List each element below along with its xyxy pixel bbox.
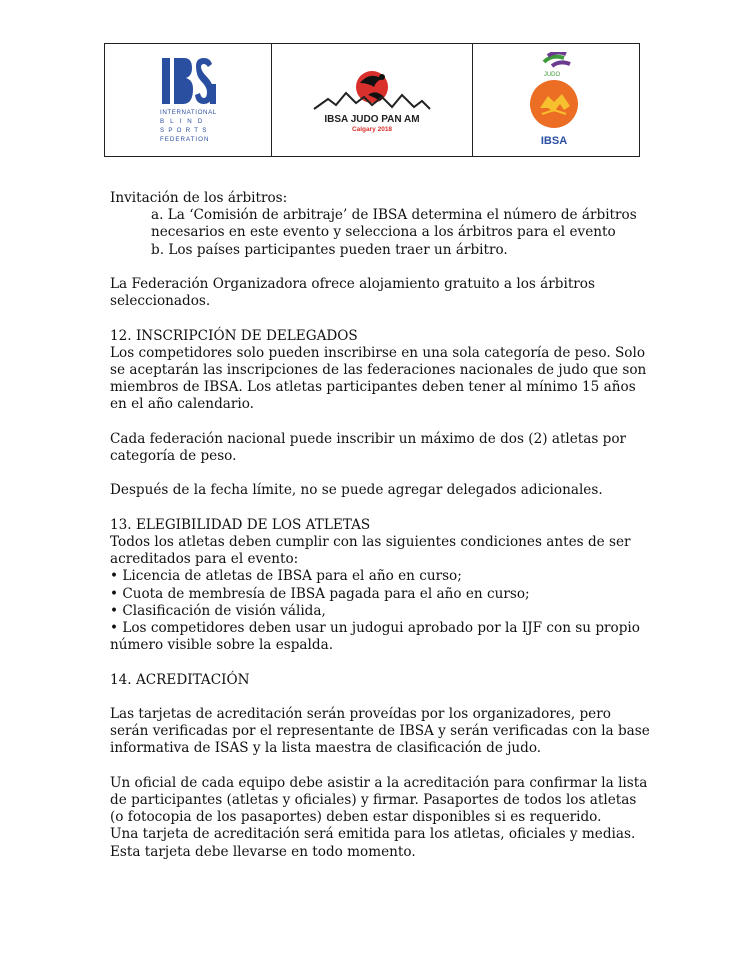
referee-item-a: a. La ‘Comisión de arbitraje’ de IBSA determina el número de árbitros necesarios en este evento y selecciona a los árbitros para el evento bbox=[151, 207, 637, 241]
document-body bbox=[110, 190, 650, 861]
referee-intro: Invitación de los árbitros: bbox=[110, 190, 288, 206]
ibsa-logo-line-3: SPORTS bbox=[160, 127, 211, 134]
ibsa-logo-line-2: BLIND bbox=[160, 118, 209, 125]
pan-am-subtitle: Calgary 2018 bbox=[351, 126, 393, 133]
section-13-bullet-1: • Licencia de atletas de IBSA para el año en curso; bbox=[110, 568, 462, 585]
section-13-intro: Todos los atletas deben cumplir con las siguientes condiciones antes de ser acreditados para el evento: bbox=[110, 533, 631, 568]
pan-am-logo bbox=[312, 65, 432, 135]
accommodation-paragraph: La Federación Organizadora ofrece alojamiento gratuito a los árbitros seleccionados. bbox=[110, 276, 595, 310]
section-13-title: 13. ELEGIBILIDAD DE LOS ATLETAS bbox=[110, 516, 371, 533]
header-cell-pan-am bbox=[272, 44, 473, 156]
ibsa-judo-logo bbox=[526, 52, 586, 148]
section-13-bullet-2: • Cuota de membresía de IBSA pagada para el año en curso; bbox=[110, 585, 530, 602]
section-14-title: 14. ACREDITACIÓN bbox=[110, 671, 250, 688]
section-13-bullet-4: • Los competidores deben usar un judogui aprobado por la IJF con su propio número visible sobre la espalda. bbox=[110, 620, 640, 654]
section-12-paragraph-2: Cada federación nacional puede inscribir un máximo de dos (2) atletas por categoría de peso. bbox=[110, 430, 627, 464]
ibsa-logo-line-4: FEDERATION bbox=[160, 136, 210, 143]
section-13-bullet-3: • Clasificación de visión válida, bbox=[110, 602, 326, 619]
referee-item-b: b. Los países participantes pueden traer un árbitro. bbox=[151, 241, 508, 258]
section-12-title: 12. INSCRIPCIÓN DE DELEGADOS bbox=[110, 327, 358, 344]
section-12-paragraph-1: Los competidores solo pueden inscribirse en una sola categoría de peso. Solo se aceptarán las inscripciones de las federaciones nacionales de judo que son miembros de IBSA. Los atletas participantes deben tener al mínimo 15 años en el año calendario. bbox=[110, 344, 647, 413]
header-cell-ibsa bbox=[105, 44, 272, 156]
section-14-paragraph-1: Las tarjetas de acreditación serán proveídas por los organizadores, pero serán verificadas por el representante de IBSA y serán verificadas con la base informativa de ISAS y la lista maestra de clasificación de judo. bbox=[110, 705, 650, 757]
header-cell-judo bbox=[473, 44, 639, 156]
header-logo-table bbox=[104, 43, 640, 157]
section-14-paragraph-3: Una tarjeta de acreditación será emitida para los atletas, oficiales y medias. Esta tarjeta debe llevarse en todo momento. bbox=[110, 826, 636, 860]
judo-logo-bottom-text: IBSA bbox=[540, 135, 568, 147]
section-12-paragraph-3: Después de la fecha límite, no se puede agregar delegados adicionales. bbox=[110, 482, 603, 499]
pan-am-title: IBSA JUDO PAN AM bbox=[324, 114, 420, 125]
ibsa-logo-line-1: INTERNATIONAL bbox=[160, 109, 217, 116]
ibsa-logo bbox=[158, 54, 218, 146]
judo-logo-top-text: JUDO bbox=[543, 72, 561, 78]
section-14-paragraph-2: Un oficial de cada equipo debe asistir a la acreditación para confirmar la lista de participantes (atletas y oficiales) y firmar. Pasaportes de todos los atletas (o fotocopia de los pasaportes) deben estar disponibles si es requerido. bbox=[110, 774, 648, 826]
